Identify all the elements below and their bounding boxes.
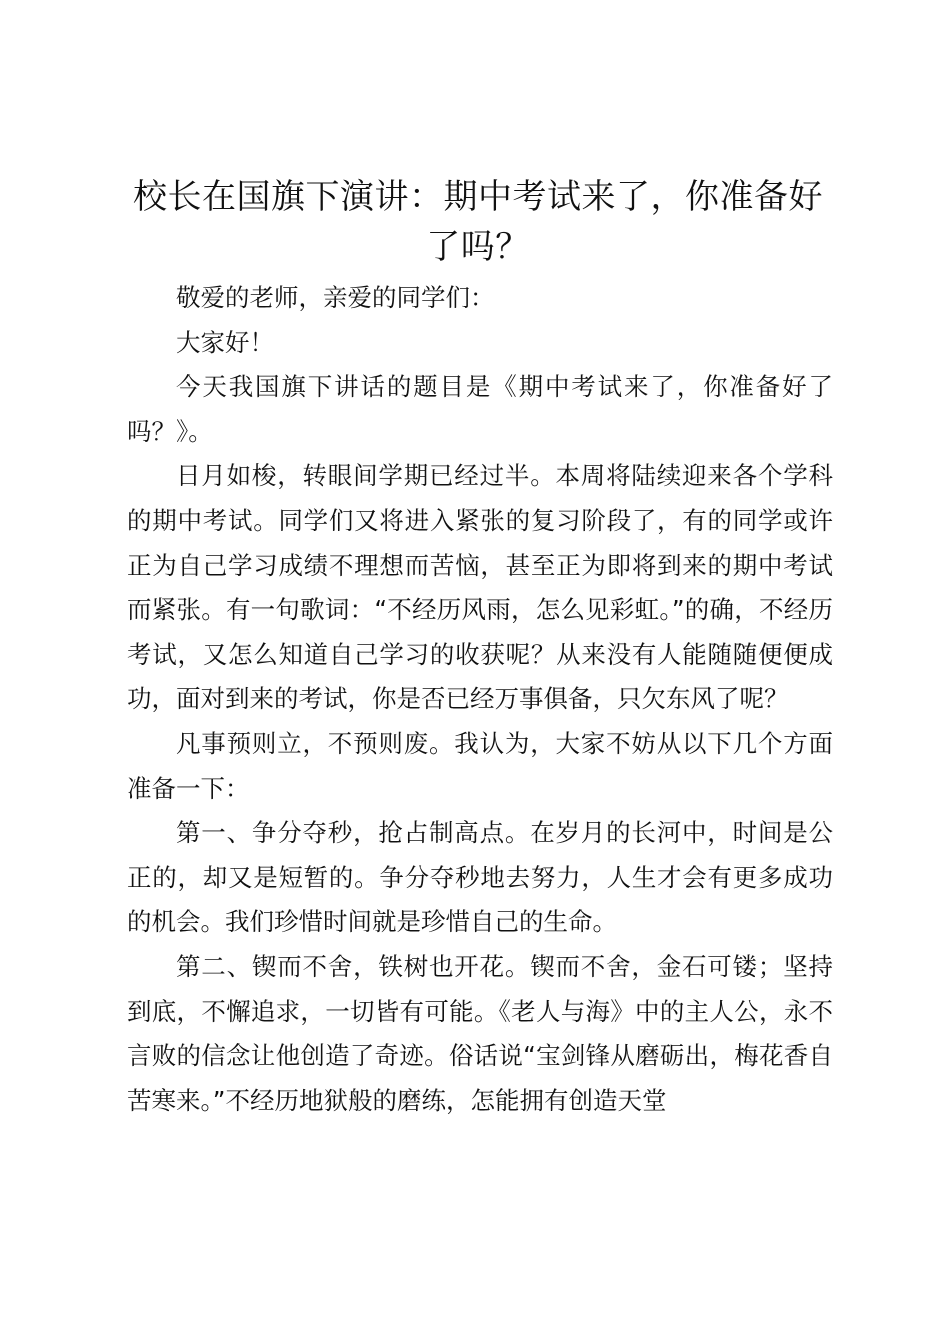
- paragraph-point-one: 第一、争分夺秒，抢占制高点。在岁月的长河中，时间是公正的，却又是短暂的。争分夺秒地去努力，人生才会有更多成功的机会。我们珍惜时间就是珍惜自己的生命。: [127, 818, 833, 937]
- document-body: [127, 276, 833, 1123]
- paragraph-topic: 今天我国旗下讲话的题目是《期中考试来了，你准备好了吗？》。: [127, 372, 833, 446]
- paragraph-intro: 日月如梭，转眼间学期已经过半。本周将陆续迎来各个学科的期中考试。同学们又将进入紧张的复习阶段了，有的同学或许正为自己学习成绩不理想而苦恼，甚至正为即将到来的期中考试而紧张。有一句歌词：“不经历风雨，怎么见彩虹。”的确，不经历考试，又怎么知道自己学习的收获呢？从来没有人能随随便便成功，面对到来的考试，你是否已经万事俱备，只欠东风了呢？: [127, 461, 833, 714]
- paragraph-greeting: 大家好！: [176, 327, 274, 357]
- paragraph-point-two: 第二、锲而不舍，铁树也开花。锲而不舍，金石可镂；坚持到底，不懈追求，一切皆有可能。《老人与海》中的主人公，永不言败的信念让他创造了奇迹。俗话说“宝剑锋从磨砺出，梅花香自苦寒来。”不经历地狱般的磨练，怎能拥有创造天堂: [127, 951, 833, 1115]
- paragraph-salutation: 敬爱的老师，亲爱的同学们：: [176, 283, 495, 312]
- paragraph-preparation: 凡事预则立，不预则废。我认为，大家不妨从以下几个方面准备一下：: [127, 728, 833, 803]
- document-title: 校长在国旗下演讲：期中考试来了，你准备好了吗？: [133, 177, 823, 267]
